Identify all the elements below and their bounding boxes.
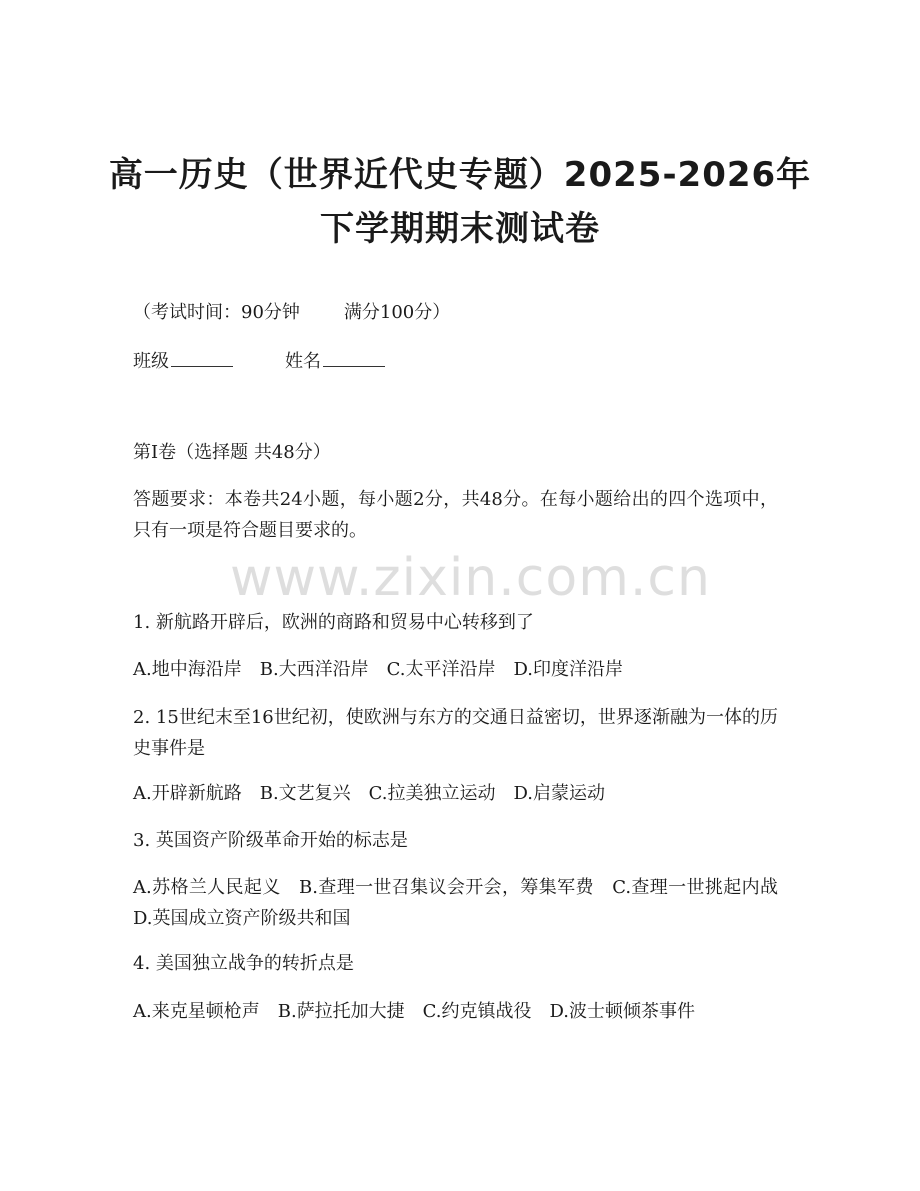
exam-full-score: 满分100分） xyxy=(343,302,451,323)
name-label: 姓名 xyxy=(285,351,321,372)
exam-title-line-1: 高一历史（世界近代史专题）2025-2026年 xyxy=(108,155,812,195)
question-3-stem: 3. 英国资产阶级革命开始的标志是 xyxy=(133,830,408,851)
question-4-options: A.来克星顿枪声 B.萨拉托加大捷 C.约克镇战役 D.波士顿倾茶事件 xyxy=(133,1001,696,1022)
student-info-row xyxy=(133,346,793,377)
section-heading: 第Ⅰ卷（选择题 共48分） xyxy=(133,442,331,463)
section-instructions: 答题要求：本卷共24小题，每小题2分，共48分。在每小题给出的四个选项中，只有一项是符合题目要求的。 xyxy=(133,489,778,541)
question-1-options: A.地中海沿岸 B.大西洋沿岸 C.太平洋沿岸 D.印度洋沿岸 xyxy=(133,659,624,680)
question-1-stem: 1. 新航路开辟后，欧洲的商路和贸易中心转移到了 xyxy=(133,612,534,633)
class-blank[interactable] xyxy=(171,346,233,367)
question-3-options: A.苏格兰人民起义 B.查理一世召集议会开会，筹集军费 C.查理一世挑起内战 D.英国成立资产阶级共和国 xyxy=(133,877,796,929)
question-2-stem: 2. 15世纪末至16世纪初，使欧洲与东方的交通日益密切，世界逐渐融为一体的历史事件是 xyxy=(133,707,778,759)
class-label: 班级 xyxy=(133,351,169,372)
question-2-options: A.开辟新航路 B.文艺复兴 C.拉美独立运动 D.启蒙运动 xyxy=(133,783,606,804)
exam-meta xyxy=(133,298,793,328)
exam-time: （考试时间：90分钟 xyxy=(133,302,300,323)
exam-title-line-2: 下学期期末测试卷 xyxy=(320,209,600,249)
watermark: www.zixin.com.cn xyxy=(230,548,711,608)
question-4-stem: 4. 美国独立战争的转折点是 xyxy=(133,953,354,974)
name-blank[interactable] xyxy=(323,346,385,367)
